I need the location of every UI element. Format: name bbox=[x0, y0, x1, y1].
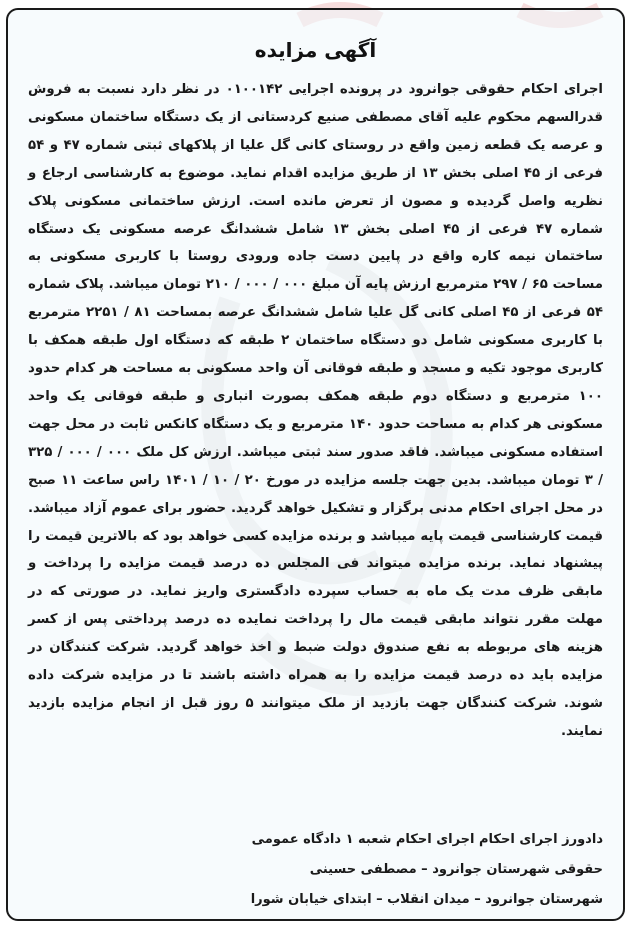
signature-line-3: شهرستان جوانرود – میدان انقلاب – ابتدای خیابان شورا bbox=[250, 892, 603, 907]
notice-body: اجرای احکام حقوقی جوانرود در پرونده اجرایی ۰۱۰۰۱۴۲ در نظر دارد نسبت به فروش قدرالسهم محکوم علیه آقای مصطفی صنیع کردستانی از یک دستگاه ساختمان مسکونی و عرصه یک قطعه زمین واقع در روستای کانی گل علیا از پلاکهای ثبتی شماره ۴۷ و ۵۴ فرعی از ۴۵ اصلی بخش ۱۳ از طریق مزایده اقدام نماید. موضوع به کارشناسی ارجاع و نظریه واصل گردیده و مصون از تعرض مانده است. ارزش ساختمانی مسکونی پلاک شماره ۴۷ فرعی از ۴۵ اصلی بخش ۱۳ شامل ششدانگ عرصه مسکونی یک دستگاه ساختمان نیمه کاره واقع در پایین دست جاده ورودی روستا با کاربری مسکونی به مساحت ۶۵ / ۲۹۷ مترمربع ارزش پایه آن مبلغ ۰۰۰ / ۰۰۰ / ۲۱۰ تومان میباشد. پلاک شماره ۵۴ فرعی از ۴۵ اصلی کانی گل علیا شامل ششدانگ عرصه بمساحت ۸۱ / ۲۲۵۱ مترمربع با کاربری مسکونی شامل دو دستگاه ساختمان ۲ طبقه که دستگاه اول طبقه همکف با کاربری موجود تکیه و مسجد و طبقه فوقانی آن واحد مسکونی به مساحت هر کدام حدود ۱۰۰ مترمربع و دستگاه دوم طبقه همکف بصورت انباری و طبقه فوقانی یک واحد مسکونی هر کدام به مساحت حدود ۱۴۰ مترمربع و یک دستگاه کانکس ثابت در محل جهت استفاده مسکونی میباشد. فاقد صدور سند ثبتی میباشد. ارزش کل ملک ۰۰۰ / ۰۰۰ / ۳۲۵ / ۳ تومان میباشد. بدین جهت جلسه مزایده در مورخ ۲۰ / ۱۰ / ۱۴۰۱ راس ساعت ۱۱ صبح در محل اجرای احکام مدنی برگزار و تشکیل خواهد گردید. حضور برای عموم آزاد میباشد. قیمت کارشناسی قیمت پایه میباشد و برنده مزایده کسی خواهد بود که بالاترین قیمت را پیشنهاد نماید. برنده مزایده میتواند فی المجلس ده درصد قیمت مزایده را پرداخت و مابقی ظرف مدت یک ماه به حساب سپرده دادگستری واریز نماید. در صورتی که در مهلت مقرر نتواند مابقی قیمت مال را پرداخت نمایده ده درصد پرداختی پس از کسر هزینه های مربوطه به نفع صندوق دولت ضبط و اخذ خواهد گردید. شرکت کنندگان در مزایده باید ده درصد قیمت مزایده را به همراه داشته باشند تا در مزایده شرکت داده شوند. شرکت کنندگان جهت بازدید از ملک میتوانند ۵ روز قبل از انجام مزایده بازدید نمایند. bbox=[28, 82, 604, 739]
signature-line-1: دادورز اجرای احکام اجرای احکام شعبه ۱ دادگاه عمومی bbox=[251, 832, 603, 847]
notice-title: آگهی مزایده bbox=[254, 38, 377, 62]
notice-frame bbox=[6, 8, 625, 921]
signature-line-2: حقوقی شهرستان جوانرود – مصطفی حسینی bbox=[309, 862, 603, 877]
